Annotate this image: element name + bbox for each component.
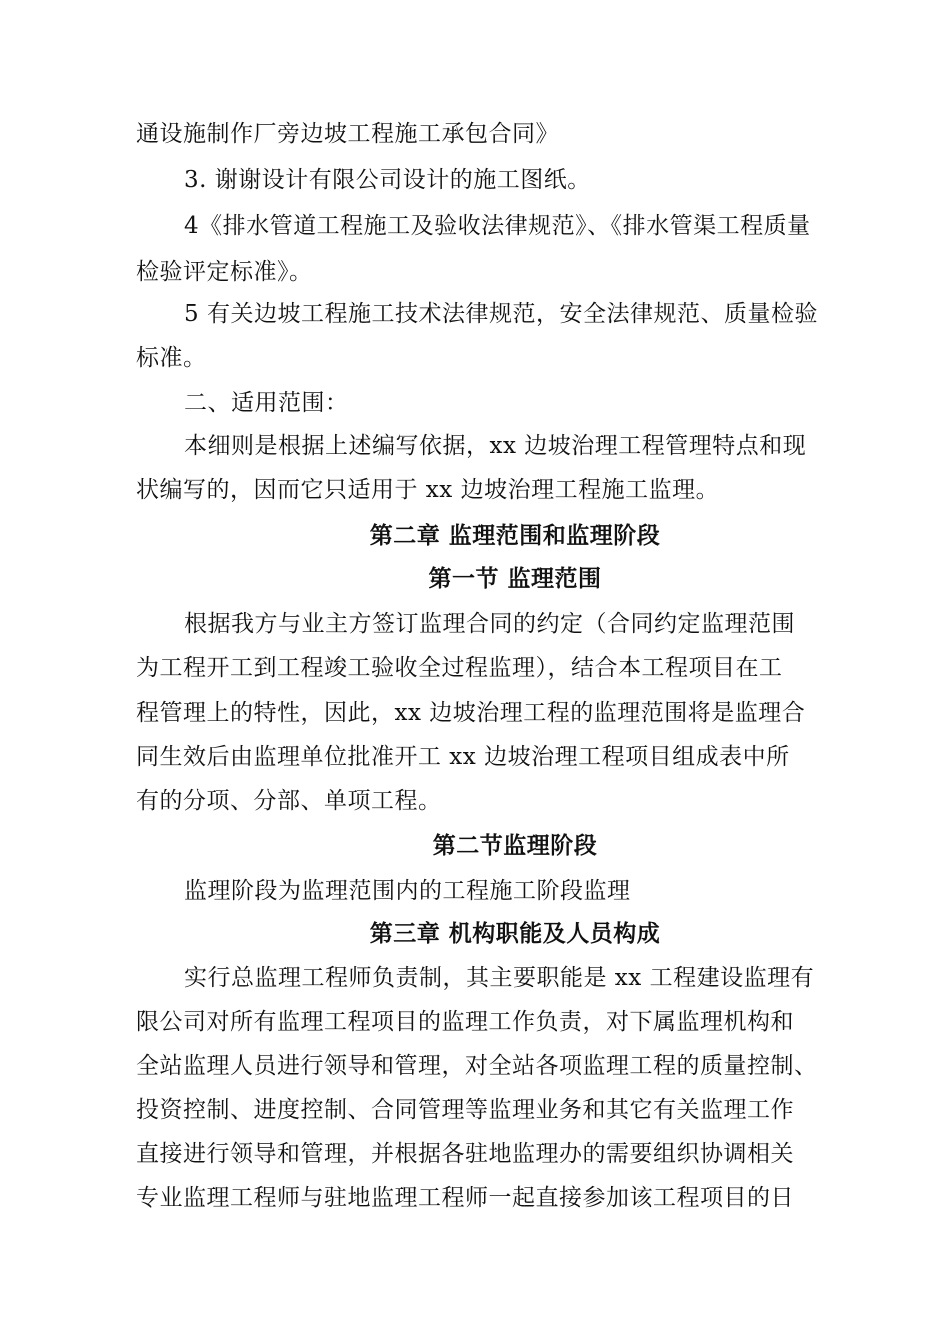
body-line-4: 检验评定标准》。 — [136, 259, 313, 285]
body-line-5: 5 有关边坡工程施工技术法律规范，安全法律规范、质量检验 — [184, 301, 818, 327]
chapter-heading-3: 第三章 机构职能及人员构成 — [369, 920, 661, 947]
body-line-2: 3. 谢谢设计有限公司设计的施工图纸。 — [184, 167, 591, 193]
body-line-14: 程管理上的特性，因此，xx 边坡治理工程的监理范围将是监理合 — [136, 700, 806, 726]
body-line-25: 专业监理工程师与驻地监理工程师一起直接参加该工程项目的日 — [136, 1185, 794, 1211]
body-line-7: 二、适用范围： — [184, 390, 349, 416]
body-line-22: 全站监理人员进行领导和管理，对全站各项监理工程的质量控制、 — [136, 1053, 818, 1079]
section-heading-2: 第二节监理阶段 — [432, 832, 598, 859]
body-line-23: 投资控制、进度控制、合同管理等监理业务和其它有关监理工作 — [136, 1097, 794, 1123]
body-line-18: 监理阶段为监理范围内的工程施工阶段监理 — [184, 878, 631, 904]
body-line-24: 直接进行领导和管理，并根据各驻地监理办的需要组织协调相关 — [136, 1141, 794, 1167]
body-line-16: 有的分项、分部、单项工程。 — [136, 788, 442, 814]
body-line-1: 通设施制作厂旁边坡工程施工承包合同》 — [136, 121, 559, 147]
body-line-6: 标准。 — [136, 345, 207, 371]
body-line-21: 限公司对所有监理工程项目的监理工作负责，对下属监理机构和 — [136, 1009, 794, 1035]
body-line-12: 根据我方与业主方签订监理合同的约定（合同约定监理范围 — [184, 611, 795, 637]
body-line-8: 本细则是根据上述编写依据，xx 边坡治理工程管理特点和现 — [184, 433, 807, 459]
body-line-20: 实行总监理工程师负责制，其主要职能是 xx 工程建设监理有 — [184, 965, 815, 991]
chapter-heading-2: 第二章 监理范围和监理阶段 — [369, 522, 661, 549]
section-heading-1: 第一节 监理范围 — [428, 565, 602, 592]
body-line-3: 4《排水管道工程施工及验收法律规范》、《排水管渠工程质量 — [184, 213, 811, 239]
body-line-9: 状编写的，因而它只适用于 xx 边坡治理工程施工监理。 — [136, 477, 720, 503]
body-line-13: 为工程开工到工程竣工验收全过程监理），结合本工程项目在工 — [136, 655, 783, 681]
body-line-15: 同生效后由监理单位批准开工 xx 边坡治理工程项目组成表中所 — [136, 744, 790, 770]
